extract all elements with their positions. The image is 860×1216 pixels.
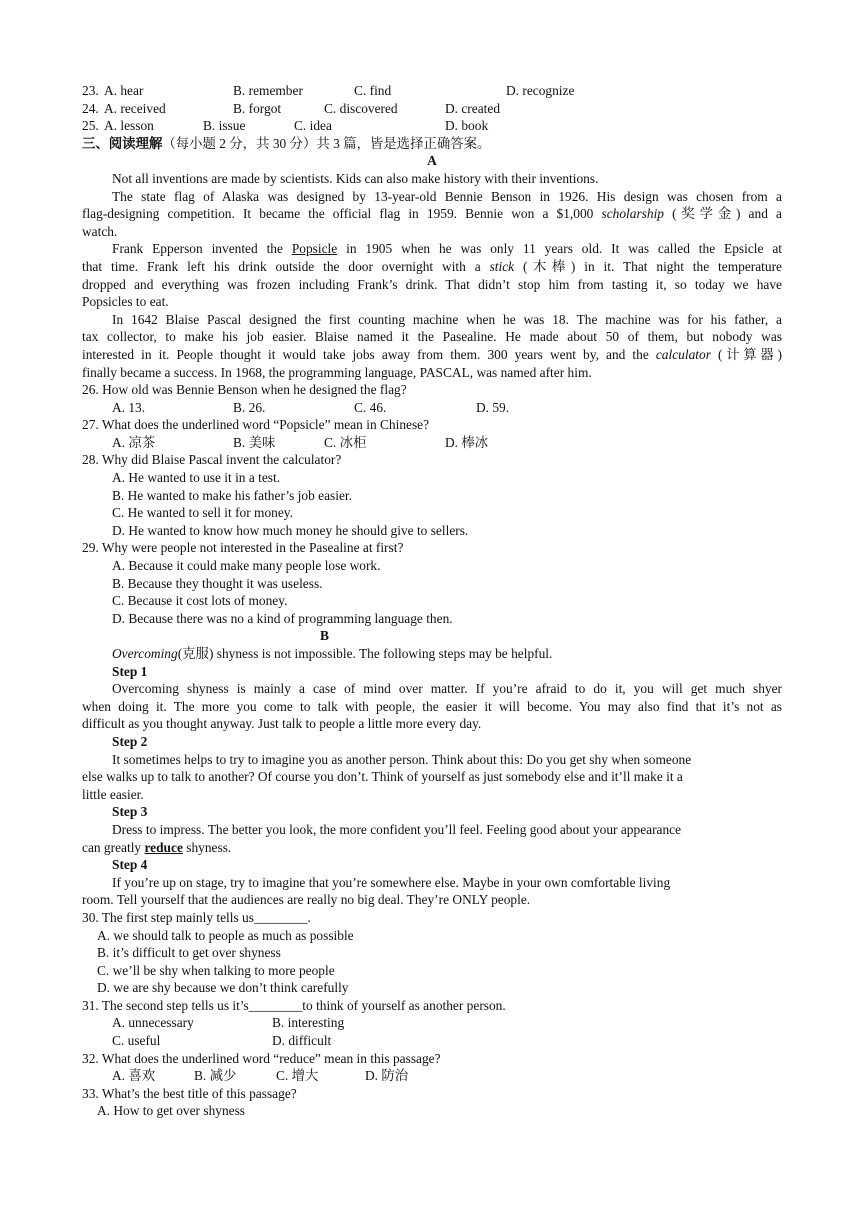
q28-option-d: D. He wanted to know how much money he should give to sellers. [112, 522, 469, 538]
q25-option-c: C. idea [294, 118, 332, 134]
calculator-word: calculator [655, 346, 711, 362]
q23-option-a: A. hear [104, 83, 144, 98]
q32-option-c: C. 增大 [276, 1068, 319, 1084]
q26-option-b: B. 26. [233, 399, 266, 415]
q28-stem: 28. Why did Blaise Pascal invent the calculator? [82, 452, 342, 468]
q25-option-b: B. issue [203, 118, 246, 134]
section-note: （每小题 2 分，共 30 分）共 3 篇，皆是选择正确答案。 [162, 135, 491, 151]
question-24 [82, 100, 782, 118]
q23-option-c: C. find [354, 83, 392, 98]
q29-stem: 29. Why were people not interested in the Pasealine at first? [82, 540, 404, 556]
q32-option-b: B. 减少 [194, 1068, 237, 1084]
q25-option-d: D. book [445, 118, 489, 134]
popsicle-underlined: Popsicle [291, 241, 338, 257]
stick-word: stick [489, 258, 515, 274]
passage-a-para-3-line-4: Popsicles to eat. [82, 294, 169, 310]
passage-b-label: B [320, 628, 329, 644]
text-run: (计算器) [710, 346, 782, 362]
passage-a-para-4-line-3 [82, 346, 782, 364]
text-run: (木棒) in it. That night the temperature [514, 258, 783, 274]
q27-option-c: C. 冰柜 [324, 434, 367, 450]
q26-option-d: D. 59. [476, 399, 510, 415]
step-2-heading: Step 2 [112, 733, 148, 749]
q27-stem: 27. What does the underlined word “Popsicle” mean in Chinese? [82, 417, 430, 433]
q23-option-d: D. recognize [506, 83, 575, 98]
q24-number: 24. [82, 100, 99, 116]
q31-option-d: D. difficult [272, 1033, 332, 1049]
overcoming-word: Overcoming [112, 646, 178, 661]
q33-option-a: A. How to get over shyness [97, 1103, 246, 1119]
text-run: can greatly [82, 839, 145, 855]
q24-option-c: C. discovered [324, 100, 398, 116]
q30-stem: 30. The first step mainly tells us________. [82, 909, 311, 925]
q25-number: 25. [82, 118, 99, 134]
passage-a-para-2-line-2 [82, 205, 782, 223]
q23-number: 23. [82, 83, 99, 98]
q30-option-c: C. we’ll be shy when talking to more people [97, 962, 335, 978]
q31-option-a: A. unnecessary [112, 1015, 194, 1031]
q24-option-d: D. created [445, 100, 501, 116]
question-25 [82, 117, 782, 135]
q27-options [82, 434, 782, 452]
step-1-line-2: when doing it. The more you come to talk with people, the easier it will become. You may also find that it’s not as [82, 698, 782, 714]
text-run: (克服) shyness is not impossible. The following steps may be helpful. [177, 646, 553, 661]
q24-option-b: B. forgot [233, 100, 282, 116]
step-1-line-1: Overcoming shyness is mainly a case of mind over matter. If you’re afraid to do it, you will get much shyer [112, 681, 782, 697]
q30-option-a: A. we should talk to people as much as possible [97, 927, 354, 943]
passage-a-para-3-line-2 [82, 258, 782, 276]
q29-option-b: B. Because they thought it was useless. [112, 575, 323, 591]
q27-option-b: B. 美味 [233, 434, 276, 450]
text-run: shyness. [182, 839, 232, 855]
q31-stem: 31. The second step tells us it’s________to think of yourself as another person. [82, 997, 506, 1013]
q26-option-a: A. 13. [112, 399, 146, 415]
q29-option-d: D. Because there was no a kind of programming language then. [112, 610, 453, 626]
q29-option-c: C. Because it cost lots of money. [112, 593, 288, 609]
q27-option-a: A. 凉茶 [112, 434, 156, 450]
q31-options-ab [82, 1014, 782, 1032]
step-3-heading: Step 3 [112, 804, 148, 820]
q32-options [82, 1067, 782, 1085]
section-heading [82, 135, 782, 153]
text-run: that time. Frank left his drink outside the door overnight with a [82, 258, 490, 274]
step-4-line-1: If you’re up on stage, try to imagine that you’re somewhere else. Maybe in your own comfortable living [112, 874, 671, 890]
q30-option-b: B. it’s difficult to get over shyness [97, 945, 281, 961]
step-2-line-1: It sometimes helps to try to imagine you as another person. Think about this: Do you get shy when someone [112, 751, 692, 767]
q26-option-c: C. 46. [354, 399, 387, 415]
text-run: flag-designing competition. It became the official flag in 1959. Bennie won a $1,000 [82, 206, 602, 222]
passage-a-para-3-line-3: dropped and everything was frozen including Frank’s drink. That didn’t stop him from tasting it, so today we have [82, 276, 782, 292]
step-2-line-3: little easier. [82, 786, 144, 802]
step-1-line-3: difficult as you thought anyway. Just talk to people a little more every day. [82, 716, 482, 732]
step-3-line-1: Dress to impress. The better you look, the more confident you’ll feel. Feeling good about your appearance [112, 821, 682, 837]
q32-option-d: D. 防治 [365, 1068, 409, 1084]
passage-a-para-4-line-4: finally became a success. In 1968, the programming language, PASCAL, was named after him. [82, 364, 592, 380]
step-2-line-2: else walks up to talk to another? Of course you don’t. Think of yourself as just somebody else and it’ll make it a [82, 769, 683, 785]
q25-option-a: A. lesson [104, 118, 154, 134]
q31-option-b: B. interesting [272, 1015, 345, 1031]
passage-a-para-4-line-2: tax collector, to make his job easier. Blaise named it the Pasealine. He made about 50 of them, but nobody was [82, 329, 782, 345]
reduce-underlined: reduce [144, 839, 183, 855]
q27-option-d: D. 棒冰 [445, 434, 489, 450]
passage-a-para-1: Not all inventions are made by scientists. Kids can also make history with their inventions. [112, 170, 599, 186]
step-4-heading: Step 4 [112, 857, 148, 873]
q23-option-b: B. remember [233, 83, 303, 98]
passage-b-intro [82, 645, 782, 663]
step-1-heading: Step 1 [112, 663, 148, 679]
q24-option-a: A. received [104, 100, 166, 116]
q32-stem: 32. What does the underlined word “reduce” mean in this passage? [82, 1050, 441, 1066]
text-run: (奖学金) and a [664, 206, 782, 222]
q28-option-b: B. He wanted to make his father’s job easier. [112, 487, 352, 503]
q30-option-d: D. we are shy because we don’t think carefully [97, 980, 349, 996]
text-run: Frank Epperson invented the [112, 241, 292, 257]
passage-b-label-row [82, 627, 782, 645]
section-title: 三、阅读理解 [82, 135, 163, 151]
passage-a-para-3-line-1 [82, 240, 782, 258]
q26-stem: 26. How old was Bennie Benson when he designed the flag? [82, 382, 407, 398]
q28-option-c: C. He wanted to sell it for money. [112, 505, 293, 521]
q28-option-a: A. He wanted to use it in a test. [112, 470, 281, 486]
step-3-line-2 [82, 839, 782, 857]
passage-a-para-4-line-1: In 1642 Blaise Pascal designed the first counting machine when he was 18. The machine was for his father, a [112, 311, 782, 327]
q32-option-a: A. 喜欢 [112, 1068, 156, 1084]
step-4-line-2: room. Tell yourself that the audiences are really no big deal. They’re ONLY people. [82, 892, 531, 908]
passage-a-para-2-line-3: watch. [82, 223, 118, 239]
text-run: interested in it. People thought it would take jobs away from them. 300 years went by, and the [82, 346, 656, 362]
q31-option-c: C. useful [112, 1033, 161, 1049]
q31-options-cd [82, 1032, 782, 1050]
text-run: in 1905 when he was only 11 years old. It was called the Epsicle at [337, 241, 782, 257]
q33-stem: 33. What’s the best title of this passage? [82, 1085, 297, 1101]
exam-page [82, 82, 782, 1120]
passage-a-label: A [427, 153, 437, 169]
passage-a-para-2-line-1: The state flag of Alaska was designed by 13-year-old Bennie Benson in 1926. His design was chosen from a [112, 188, 782, 204]
question-23 [82, 82, 782, 100]
q26-options [82, 399, 782, 417]
q29-option-a: A. Because it could make many people lose work. [112, 558, 381, 574]
scholarship-word: scholarship [601, 206, 664, 222]
